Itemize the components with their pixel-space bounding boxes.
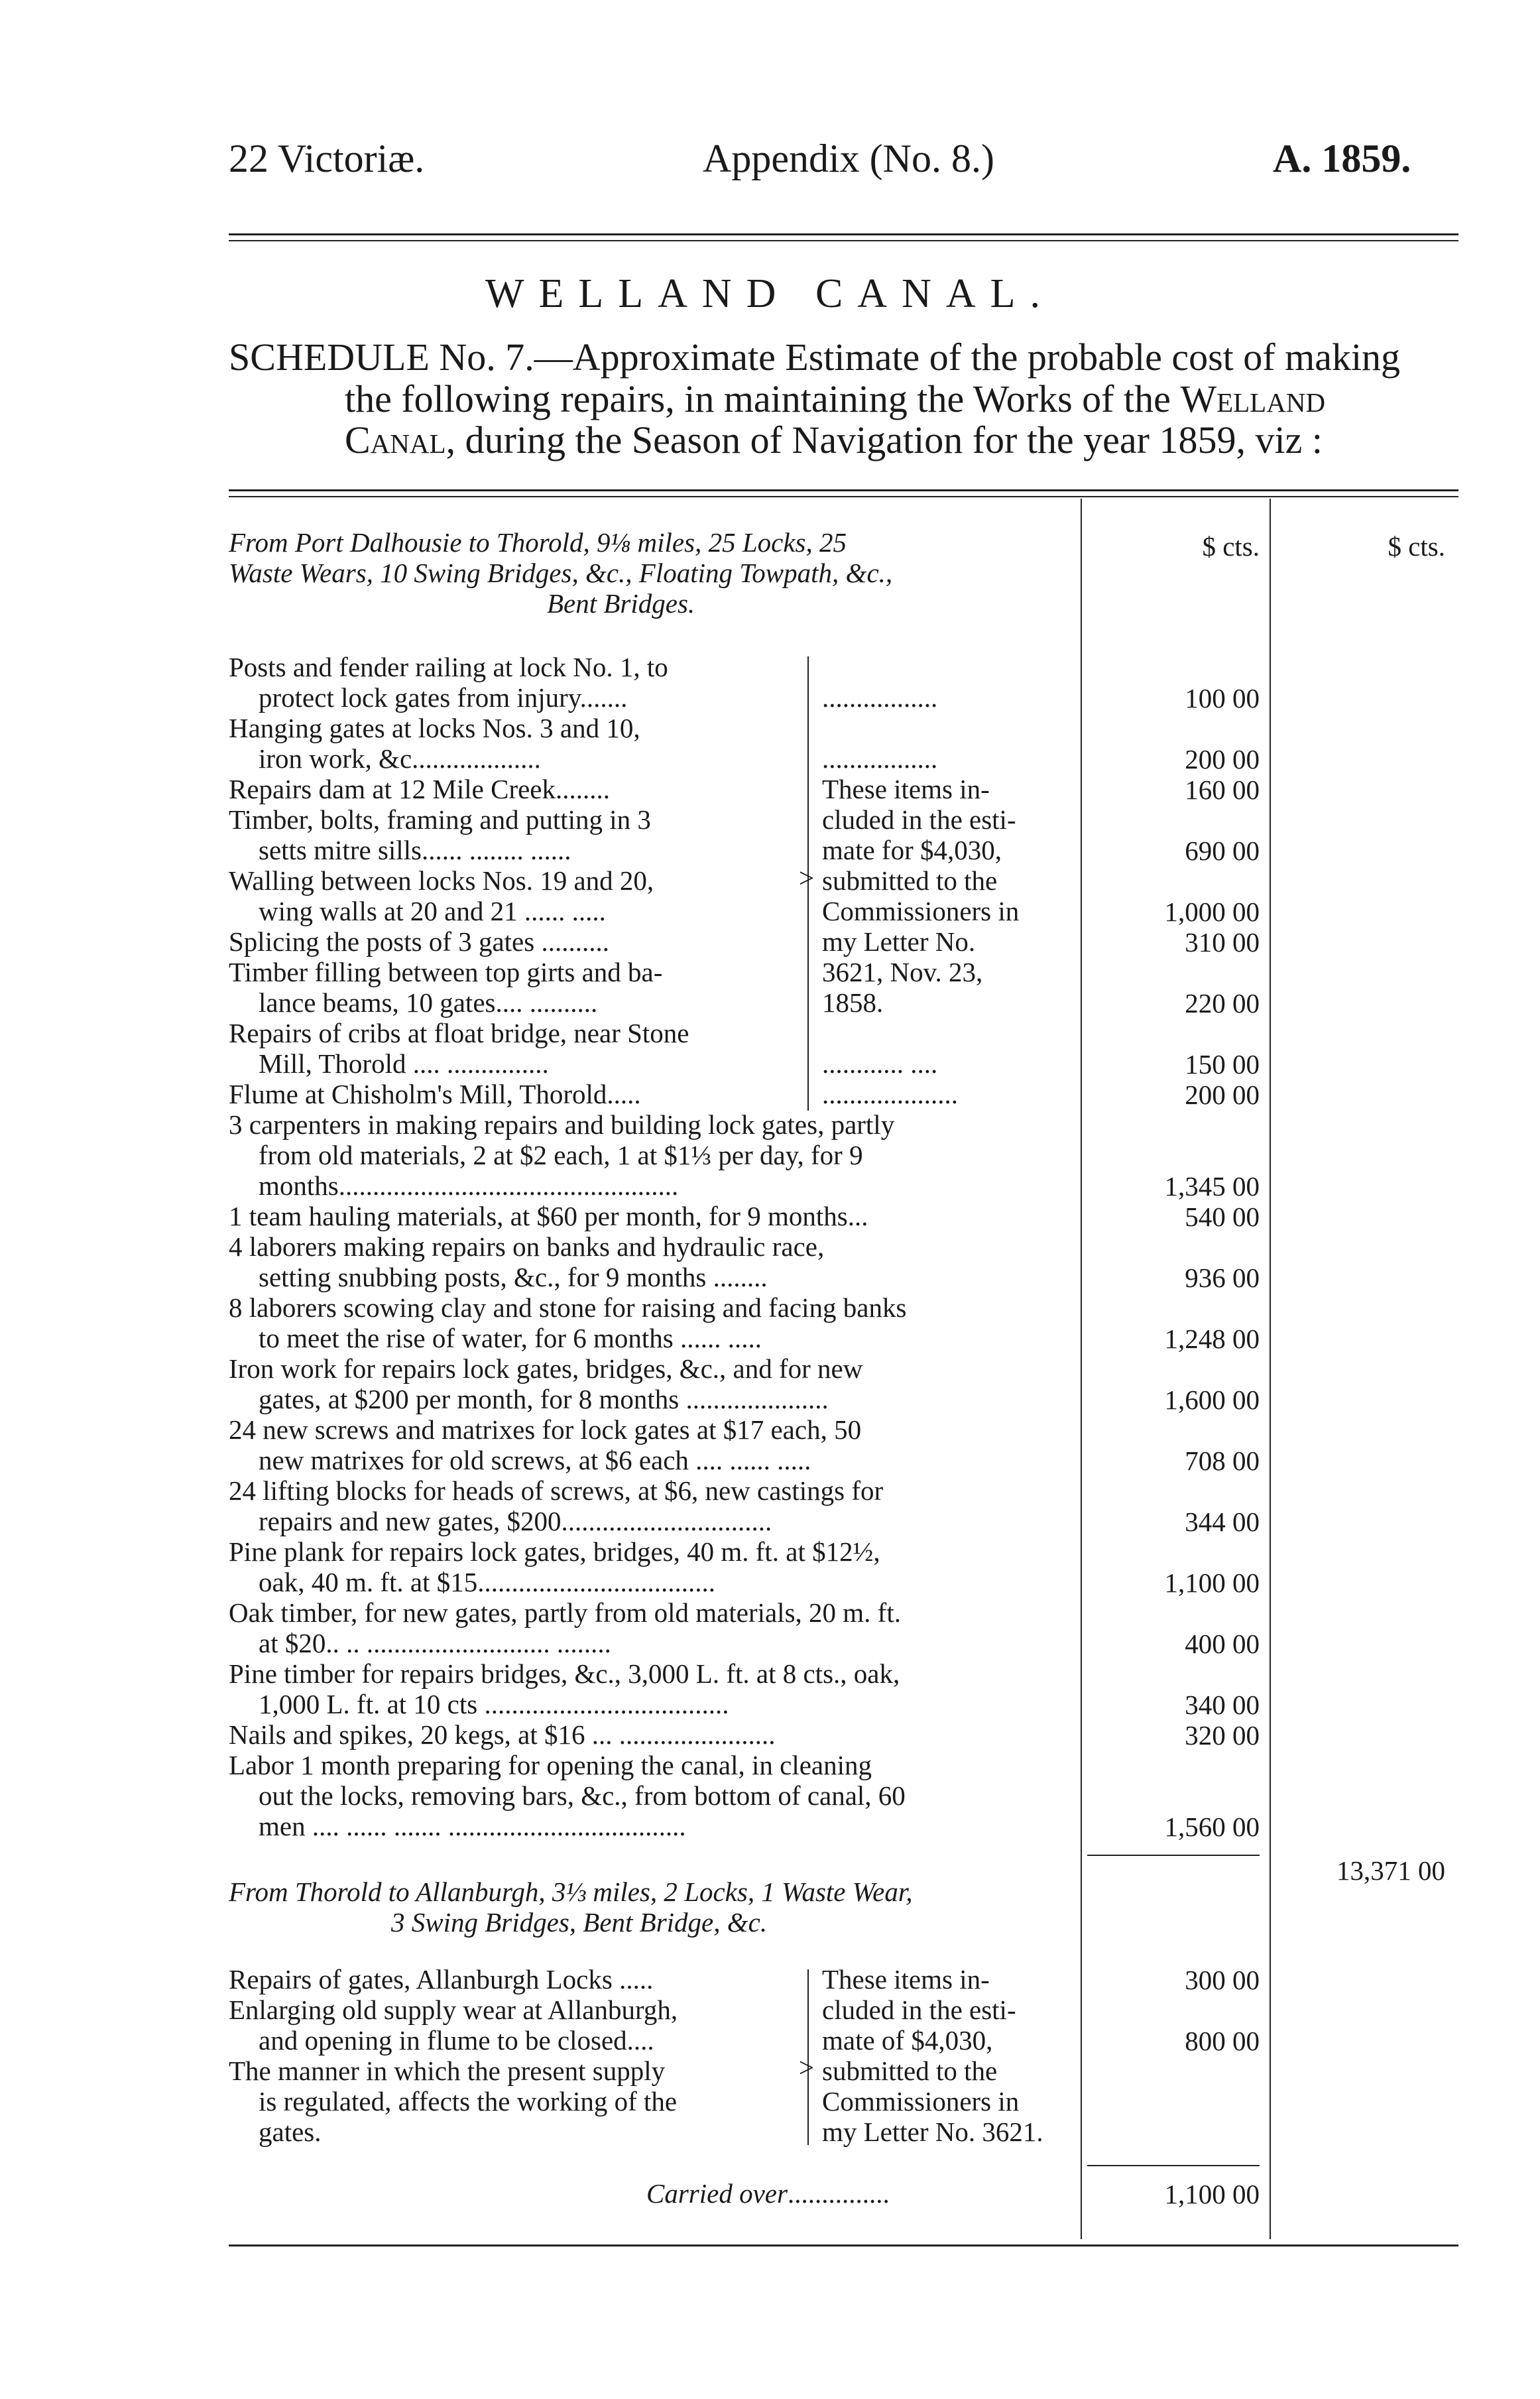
leader-dots: ................. (822, 682, 938, 713)
item-line: new matrixes for old screws, at $6 each .... ...... ..... (259, 1445, 811, 1475)
note-line: my Letter No. (822, 926, 976, 957)
header-rule (229, 233, 1458, 235)
page-title: WELLAND CANAL. (485, 271, 1055, 316)
schedule-line-2 (345, 377, 1325, 421)
column-rule-2 (1270, 499, 1271, 2239)
amount: 200 00 (1185, 744, 1260, 774)
canal-word-smallcaps: Canal (345, 418, 446, 461)
header-rule-thin (229, 240, 1458, 241)
amount: 1,600 00 (1164, 1384, 1260, 1415)
running-head-left: 22 Victoriæ. (229, 137, 425, 180)
item-line: Walling between locks Nos. 19 and 20, (229, 865, 654, 896)
amount: 936 00 (1185, 1262, 1260, 1293)
item-line: setts mitre sills...... ........ ...... (259, 835, 571, 865)
carried-rule (1087, 2165, 1260, 2166)
page-bottom-rule (229, 2245, 1458, 2246)
item-line: Splicing the posts of 3 gates .......... (229, 926, 609, 957)
item-line: oak, 40 m. ft. at $15................................... (259, 1567, 715, 1597)
item-line: Repairs of gates, Allanburgh Locks ..... (229, 1964, 654, 1995)
section1-heading-1: From Port Dalhousie to Thorold, 9⅛ miles, 25 Locks, 25 (229, 527, 847, 558)
amount: 690 00 (1185, 835, 1260, 866)
item-line: Repairs of cribs at float bridge, near Stone (229, 1018, 689, 1048)
item-line: Iron work for repairs lock gates, bridges, &c., and for new (229, 1353, 863, 1384)
item-line: Timber, bolts, framing and putting in 3 (229, 804, 651, 835)
table-top-rule (229, 489, 1458, 491)
column-header-2: $ cts. (1388, 531, 1445, 562)
amount: 1,000 00 (1164, 896, 1260, 927)
item-line: from old materials, 2 at $2 each, 1 at $1⅓ per day, for 9 (259, 1140, 863, 1170)
item-line: Repairs dam at 12 Mile Creek........ (229, 774, 611, 804)
note-line: mate for $4,030, (822, 835, 1002, 865)
running-head-center: Appendix (No. 8.) (703, 137, 994, 180)
item-line: Mill, Thorold .... ............... (259, 1048, 549, 1079)
note-line: These items in- (822, 1964, 990, 1995)
item-line: setting snubbing posts, &c., for 9 months ........ (259, 1262, 768, 1292)
item-line: Oak timber, for new gates, partly from old materials, 20 m. ft. (229, 1597, 901, 1628)
column-rule-1 (1081, 499, 1082, 2239)
carried-over-label (646, 2178, 890, 2209)
item-line: Nails and spikes, 20 kegs, at $16 ... ....................... (229, 1719, 776, 1750)
item-line: gates, at $200 per month, for 8 months ..................... (259, 1384, 829, 1414)
amount: 1,248 00 (1164, 1323, 1260, 1354)
leader-dots: ................. (822, 743, 938, 774)
item-line: is regulated, affects the working of the (259, 2086, 678, 2117)
amount: 1,560 00 (1164, 1812, 1260, 1842)
note-line: cluded in the esti- (822, 1995, 1016, 2025)
amount: 160 00 (1185, 774, 1260, 805)
carried-over-amount: 1,100 00 (1164, 2179, 1260, 2209)
item-line: 1,000 L. ft. at 10 cts .................................... (259, 1689, 729, 1719)
item-line: iron work, &c................... (259, 743, 541, 774)
table-top-rule-thin (229, 496, 1458, 497)
schedule-line-1 (229, 335, 1400, 379)
item-line: repairs and new gates, $200............................... (259, 1506, 772, 1536)
item-line: The manner in which the present supply (229, 2056, 666, 2086)
item-line: 24 new screws and matrixes for lock gates at $17 each, 50 (229, 1414, 862, 1445)
amount: 800 00 (1185, 2026, 1260, 2056)
item-line: 4 laborers making repairs on banks and hydraulic race, (229, 1231, 825, 1262)
amount: 300 00 (1185, 1965, 1260, 1995)
item-line: Timber filling between top girts and ba- (229, 957, 663, 987)
carried-over-text: Carried over (646, 2178, 788, 2209)
item-line: Enlarging old supply wear at Allanburgh, (229, 1995, 678, 2025)
brace-point: > (799, 2052, 815, 2083)
schedule-text: , during the Season of Navigation for the year 1859, viz : (445, 418, 1323, 461)
note-line: submitted to the (822, 2056, 998, 2086)
amount: 344 00 (1185, 1507, 1260, 1537)
note-line: Commissioners in (822, 2086, 1020, 2117)
amount: 310 00 (1185, 927, 1260, 957)
item-line: gates. (259, 2117, 322, 2147)
note-line: Commissioners in (822, 896, 1020, 926)
item-line: lance beams, 10 gates.... .......... (259, 987, 598, 1018)
item-line: men .... ...... ....... ................................... (259, 1811, 686, 1841)
amount: 400 00 (1185, 1629, 1260, 1659)
note-line: These items in- (822, 774, 990, 804)
note-line: my Letter No. 3621. (822, 2117, 1043, 2147)
item-line: 1 team hauling materials, at $60 per month, for 9 months... (229, 1201, 868, 1231)
schedule-line-3 (345, 418, 1323, 462)
schedule-number: SCHEDULE No. 7. (229, 336, 534, 379)
amount: 200 00 (1185, 1079, 1260, 1110)
leader-dots: ............... (787, 2178, 890, 2209)
amount: 340 00 (1185, 1690, 1260, 1720)
item-line: Hanging gates at locks Nos. 3 and 10, (229, 713, 640, 743)
section1-total: 13,371 00 (1336, 1855, 1445, 1886)
section1-heading-2: Waste Wears, 10 Swing Bridges, &c., Floating Towpath, &c., (229, 558, 893, 588)
item-line: Posts and fender railing at lock No. 1, to (229, 652, 668, 682)
item-line: to meet the rise of water, for 6 months ...... ..... (259, 1323, 762, 1353)
item-line: Flume at Chisholm's Mill, Thorold..... (229, 1079, 641, 1109)
amount: 320 00 (1185, 1720, 1260, 1751)
amount: 708 00 (1185, 1446, 1260, 1476)
note-line: 3621, Nov. 23, (822, 957, 983, 987)
schedule-description: —Approximate Estimate of the probable cost of making (534, 336, 1401, 379)
item-line: 8 laborers scowing clay and stone for raising and facing banks (229, 1292, 907, 1323)
amount: 150 00 (1185, 1049, 1260, 1079)
item-line: wing walls at 20 and 21 ...... ..... (259, 896, 606, 926)
note-line: mate of $4,030, (822, 2025, 993, 2056)
item-line: 24 lifting blocks for heads of screws, at $6, new castings for (229, 1475, 884, 1506)
leader-dots: .................... (822, 1079, 958, 1109)
item-line: protect lock gates from injury....... (259, 682, 628, 713)
leader-dots: ............ .... (822, 1048, 938, 1079)
amount: 540 00 (1185, 1201, 1260, 1232)
item-line: Pine timber for repairs bridges, &c., 3,000 L. ft. at 8 cts., oak, (229, 1658, 900, 1689)
brace-point: > (799, 863, 815, 893)
item-line: Labor 1 month preparing for opening the canal, in cleaning (229, 1750, 872, 1780)
schedule-text: the following repairs, in maintaining the Works of the (345, 377, 1181, 420)
note-line: cluded in the esti- (822, 804, 1016, 835)
amount: 220 00 (1185, 988, 1260, 1018)
item-line: 3 carpenters in making repairs and building lock gates, partly (229, 1109, 895, 1140)
amount: 1,345 00 (1164, 1171, 1260, 1201)
canal-name-smallcaps: Welland (1180, 377, 1326, 420)
item-line: out the locks, removing bars, &c., from bottom of canal, 60 (259, 1780, 906, 1811)
item-line: months.................................................. (259, 1170, 679, 1201)
note-line: 1858. (822, 987, 884, 1018)
section2-heading-1: From Thorold to Allanburgh, 3⅓ miles, 2 Locks, 1 Waste Wear, (229, 1876, 913, 1907)
item-line: and opening in flume to be closed.... (259, 2025, 654, 2056)
item-line: Pine plank for repairs lock gates, bridges, 40 m. ft. at $12½, (229, 1536, 880, 1567)
item-line: at $20.. .. ........................... ........ (259, 1628, 611, 1658)
column-header-1: $ cts. (1202, 531, 1260, 562)
section1-heading-3: Bent Bridges. (547, 588, 695, 619)
amount: 1,100 00 (1164, 1568, 1260, 1598)
section2-heading-2: 3 Swing Bridges, Bent Bridge, &c. (391, 1907, 768, 1938)
subtotal-rule (1087, 1855, 1260, 1856)
amount: 100 00 (1185, 683, 1260, 713)
note-line: submitted to the (822, 865, 998, 896)
running-head-right: A. 1859. (1273, 137, 1411, 180)
